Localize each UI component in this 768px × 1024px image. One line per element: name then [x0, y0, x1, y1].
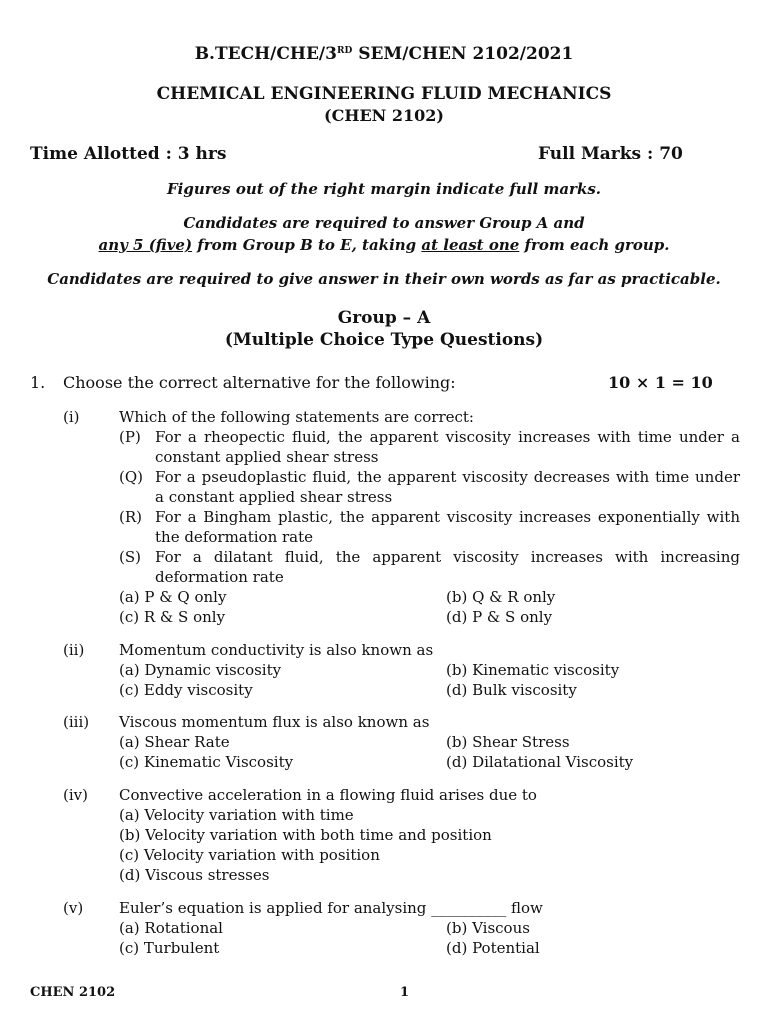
statement-s-label: (S) [119, 548, 141, 566]
course-code-line: B.TECH/CHE/3RD SEM/CHEN 2102/2021 [194, 44, 574, 64]
subq-iv-number: (iv) [63, 786, 88, 804]
page-number: 1 [400, 985, 410, 1000]
statement-p-line2: constant applied shear stress [155, 448, 379, 466]
time-allotted: Time Allotted : 3 hrs [30, 144, 227, 164]
question-text: Choose the correct alternative for the following: [63, 373, 456, 392]
subject-code: (CHEN 2102) [324, 106, 444, 125]
group-title: Group – A [337, 308, 431, 328]
subq-i-option-d: (d) P & S only [446, 608, 553, 626]
statement-q-label: (Q) [119, 468, 144, 486]
subq-i-option-a: (a) P & Q only [119, 588, 227, 606]
statement-s-line2: deformation rate [155, 568, 284, 586]
subq-iii-option-c: (c) Kinematic Viscosity [119, 753, 294, 771]
subq-iii-number: (iii) [63, 713, 90, 731]
statement-s-line1: For a dilatant fluid, the apparent viscosity increases with increasing [155, 548, 740, 566]
statement-q-line1: For a pseudoplastic fluid, the apparent viscosity decreases with time under [155, 468, 740, 486]
subq-v-option-a: (a) Rotational [119, 919, 223, 937]
instruction-margin-note: Figures out of the right margin indicate full marks. [166, 180, 602, 198]
subq-iii-option-b: (b) Shear Stress [446, 733, 570, 751]
full-marks: Full Marks : 70 [538, 144, 683, 164]
group-subtitle: (Multiple Choice Type Questions) [224, 330, 544, 350]
subq-v-option-d: (d) Potential [446, 939, 540, 957]
subq-iii-option-a: (a) Shear Rate [119, 733, 230, 751]
subq-v-option-b: (b) Viscous [446, 919, 530, 937]
question-number: 1. [30, 373, 46, 392]
subq-i-number: (i) [63, 408, 80, 426]
subq-v-number: (v) [63, 899, 84, 917]
statement-p-line1: For a rheopectic fluid, the apparent viscosity increases with time under a [155, 428, 740, 446]
subq-ii-option-c: (c) Eddy viscosity [119, 681, 253, 699]
subq-iv-option-b: (b) Velocity variation with both time and position [119, 826, 492, 844]
subq-ii-option-a: (a) Dynamic viscosity [119, 661, 282, 679]
statement-q-line2: a constant applied shear stress [155, 488, 393, 506]
instruction-own-words: Candidates are required to give answer in their own words as far as practicable. [47, 270, 721, 288]
subq-iii-stem: Viscous momentum flux is also known as [119, 713, 430, 731]
question-marks: 10 × 1 = 10 [608, 373, 713, 392]
footer-code: CHEN 2102 [30, 985, 116, 1000]
statement-r-line2: the deformation rate [155, 528, 314, 546]
subq-v-stem: Euler’s equation is applied for analysing __________ flow [119, 899, 543, 917]
statement-r-line1: For a Bingham plastic, the apparent viscosity increases exponentially with [155, 508, 740, 526]
subq-iv-option-c: (c) Velocity variation with position [119, 846, 380, 864]
subq-ii-number: (ii) [63, 641, 85, 659]
instruction-answer-line1: Candidates are required to answer Group A and [183, 214, 585, 232]
subq-iv-option-d: (d) Viscous stresses [119, 866, 270, 884]
subq-iii-option-d: (d) Dilatational Viscosity [446, 753, 634, 771]
subject-title: CHEMICAL ENGINEERING FLUID MECHANICS [156, 84, 612, 104]
statement-r-label: (R) [119, 508, 142, 526]
statement-p-label: (P) [119, 428, 141, 446]
subq-i-option-c: (c) R & S only [119, 608, 226, 626]
subq-i-option-b: (b) Q & R only [446, 588, 556, 606]
subq-ii-option-b: (b) Kinematic viscosity [446, 661, 620, 679]
subq-i-stem: Which of the following statements are correct: [119, 408, 474, 426]
subq-iv-option-a: (a) Velocity variation with time [119, 806, 354, 824]
subq-v-option-c: (c) Turbulent [119, 939, 220, 957]
subq-ii-stem: Momentum conductivity is also known as [119, 641, 434, 659]
answer-blank: __________ [431, 899, 507, 917]
subq-ii-option-d: (d) Bulk viscosity [446, 681, 577, 699]
subq-iv-stem: Convective acceleration in a flowing fluid arises due to [119, 786, 537, 804]
instruction-answer-line2: any 5 (five) from Group B to E, taking at least one from each group. [98, 236, 670, 254]
